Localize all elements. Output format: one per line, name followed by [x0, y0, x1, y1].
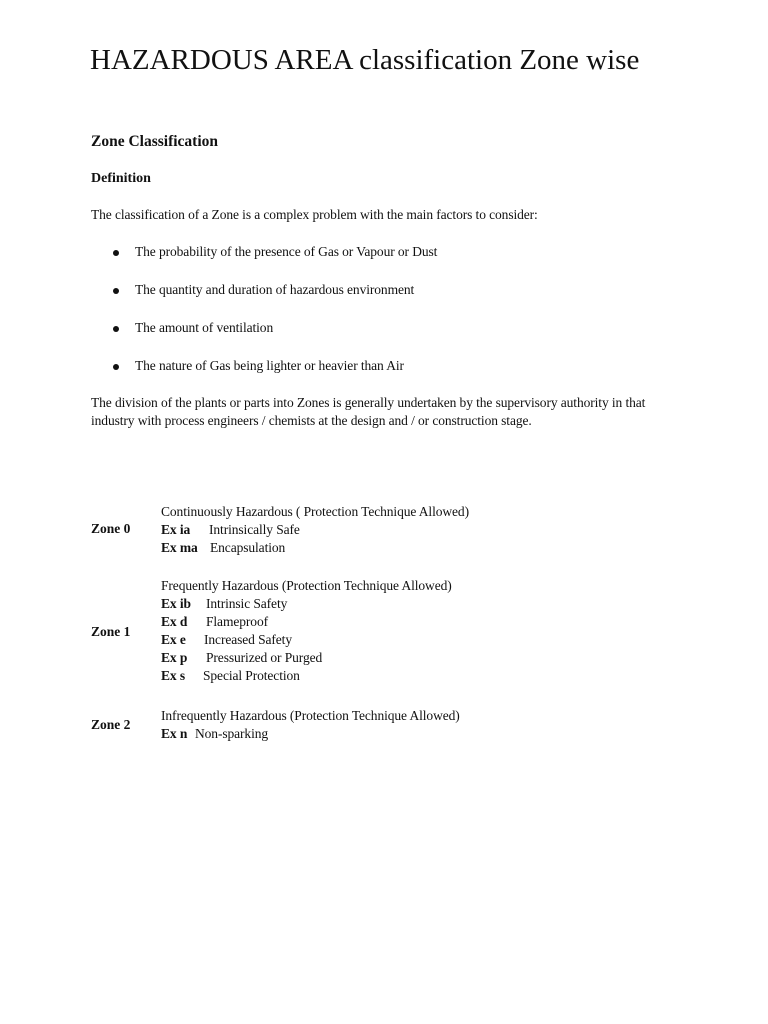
- technique-row: [161, 631, 661, 649]
- technique-row: [161, 595, 661, 613]
- technique-code: Ex p: [161, 650, 188, 665]
- technique-row: [161, 613, 661, 631]
- technique-name: Increased Safety: [204, 632, 292, 647]
- zone-2-details: [161, 707, 661, 743]
- zone-0-details: [161, 503, 661, 557]
- list-item-text: The amount of ventilation: [135, 320, 274, 335]
- list-item: [112, 243, 438, 261]
- technique-code: Ex s: [161, 668, 185, 683]
- technique-name: Non-sparking: [195, 726, 269, 741]
- zone-heading: Frequently Hazardous (Protection Technique Allowed): [161, 578, 452, 593]
- technique-row: [161, 539, 661, 557]
- technique-code: Ex ma: [161, 540, 198, 555]
- bullet-icon: [113, 326, 119, 332]
- list-item-text: The probability of the presence of Gas or Vapour or Dust: [135, 244, 438, 259]
- zone-heading: Continuously Hazardous ( Protection Technique Allowed): [161, 504, 469, 519]
- technique-name: Intrinsic Safety: [206, 596, 288, 611]
- technique-code: Ex ia: [161, 522, 191, 537]
- list-item-text: The nature of Gas being lighter or heavier than Air: [135, 358, 404, 373]
- zone-1-label: Zone 1: [91, 624, 131, 639]
- subheading: Definition: [91, 171, 151, 186]
- technique-code: Ex n: [161, 726, 188, 741]
- bullet-icon: [113, 364, 119, 370]
- technique-row: [161, 725, 661, 743]
- list-item: [112, 281, 415, 299]
- bullet-icon: [113, 288, 119, 294]
- technique-name: Special Protection: [203, 668, 300, 683]
- zone-1-details: [161, 577, 661, 685]
- technique-code: Ex e: [161, 632, 186, 647]
- document-title: HAZARDOUS AREA classification Zone wise: [90, 44, 640, 76]
- section-heading: Zone Classification: [91, 133, 219, 150]
- zone-heading: Infrequently Hazardous (Protection Technique Allowed): [161, 708, 460, 723]
- technique-name: Intrinsically Safe: [209, 522, 300, 537]
- division-paragraph: The division of the plants or parts into Zones is generally undertaken by the supervisory authority in that industry with process engineers / chemists at the design and / or construction stage.: [91, 395, 646, 428]
- list-item: [112, 319, 274, 337]
- bullet-icon: [113, 250, 119, 256]
- intro-paragraph: The classification of a Zone is a complex problem with the main factors to consider:: [91, 207, 538, 222]
- technique-row: [161, 521, 661, 539]
- list-item: [112, 357, 404, 375]
- technique-code: Ex d: [161, 614, 188, 629]
- technique-code: Ex ib: [161, 596, 191, 611]
- zone-0-label: Zone 0: [91, 521, 131, 536]
- zone-2-label: Zone 2: [91, 717, 131, 732]
- technique-row: [161, 649, 661, 667]
- list-item-text: The quantity and duration of hazardous environment: [135, 282, 415, 297]
- technique-name: Pressurized or Purged: [206, 650, 323, 665]
- technique-name: Flameproof: [206, 614, 268, 629]
- technique-row: [161, 667, 661, 685]
- technique-name: Encapsulation: [210, 540, 286, 555]
